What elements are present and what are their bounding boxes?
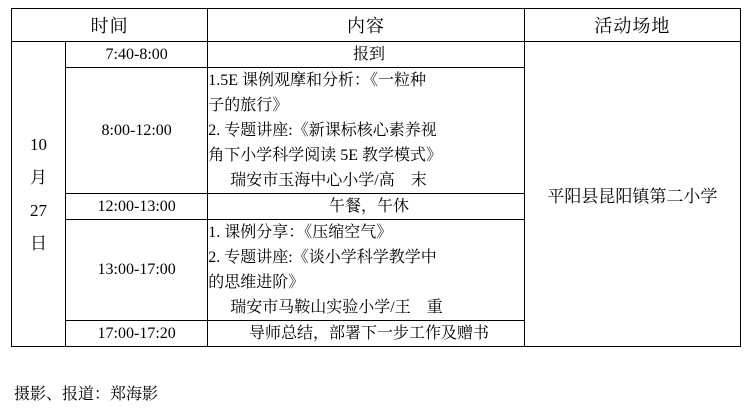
schedule-table [11, 8, 741, 347]
table-row [12, 42, 741, 68]
header-content: 内容 [208, 9, 524, 42]
content-line: 的思维进阶》 [208, 274, 305, 291]
content-line: 1.5E 课例观摩和分析：《一粒种 [208, 72, 427, 89]
content-line: 导师总结，部署下一步工作及赠书 [248, 325, 489, 342]
content-cell [208, 194, 524, 220]
time-cell: 8:00-12:00 [66, 68, 208, 194]
date-line-day-num: 27 [30, 201, 48, 220]
presenter-line: 瑞安市马鞍山实验小学/王 重 [230, 299, 443, 316]
table-header-row [12, 9, 741, 42]
time-cell: 7:40-8:00 [66, 42, 208, 68]
footer-credit: 摄影、报道：郑海影 [14, 386, 159, 403]
content-cell [208, 220, 524, 321]
content-cell [208, 321, 524, 347]
date-cell [12, 42, 66, 347]
content-line: 子的旅行》 [208, 97, 289, 114]
content-line: 2. 专题讲座:《新课标核心素养视 [208, 122, 437, 139]
presenter-line: 瑞安市玉海中心小学/高 末 [230, 172, 427, 189]
content-cell [208, 68, 524, 194]
date-line-month-char: 月 [30, 168, 48, 187]
time-cell: 13:00-17:00 [66, 220, 208, 321]
content-line: 午餐，午休 [328, 198, 409, 215]
header-venue: 活动场地 [524, 9, 740, 42]
venue-cell: 平阳县昆阳镇第二小学 [524, 42, 740, 347]
content-line: 报到 [352, 46, 385, 63]
content-line: 角下小学科学阅读 5E 教学模式》 [208, 147, 443, 164]
date-line-day-char: 日 [30, 234, 48, 253]
content-line: 1. 课例分享：《压缩空气》 [208, 224, 393, 241]
time-cell: 17:00-17:20 [66, 321, 208, 347]
time-cell: 12:00-13:00 [66, 194, 208, 220]
header-time: 时间 [12, 9, 208, 42]
content-cell [208, 42, 524, 68]
date-line-month-num: 10 [30, 135, 48, 154]
content-line: 2. 专题讲座:《谈小学科学教学中 [208, 249, 437, 266]
